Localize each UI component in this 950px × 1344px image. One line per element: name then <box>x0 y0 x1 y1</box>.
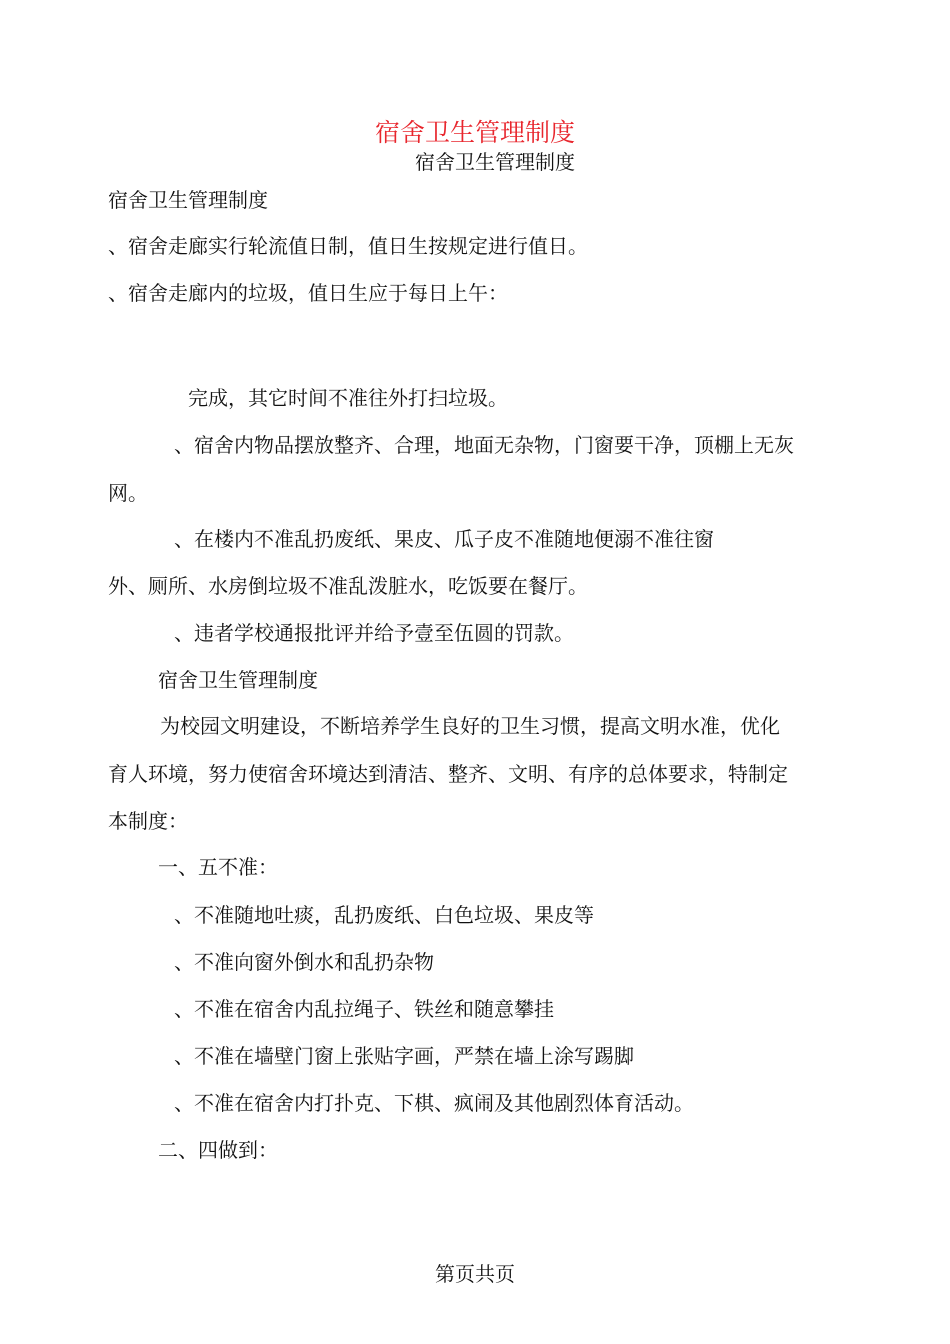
list-item: 、不准在宿舍内乱拉绳子、铁丝和随意攀挂 <box>174 997 554 1021</box>
rule-item: 、宿舍内物品摆放整齐、合理，地面无杂物，门窗要干净，顶棚上无灰 <box>174 433 794 457</box>
rule-item: 、违者学校通报批评并给予壹至伍圆的罚款。 <box>174 621 574 645</box>
section-heading: 二、四做到： <box>158 1138 278 1162</box>
rule-continuation: 外、厕所、水房倒垃圾不准乱泼脏水，吃饭要在餐厅。 <box>108 574 588 598</box>
rule-continuation: 网。 <box>108 481 148 505</box>
intro-paragraph-line: 为校园文明建设，不断培养学生良好的卫生习惯，提高文明水准，优化 <box>160 714 780 738</box>
document-subtitle: 宿舍卫生管理制度 <box>415 150 575 174</box>
document-title: 宿舍卫生管理制度 <box>374 118 575 147</box>
rule-item: 、在楼内不准乱扔废纸、果皮、瓜子皮不准随地便溺不准往窗 <box>174 527 714 551</box>
section-heading: 宿舍卫生管理制度 <box>158 668 318 692</box>
section-heading: 一、五不准： <box>158 855 278 879</box>
list-item: 、不准向窗外倒水和乱扔杂物 <box>174 950 434 974</box>
intro-paragraph-line: 本制度： <box>108 809 188 833</box>
section-heading: 宿舍卫生管理制度 <box>108 188 268 212</box>
intro-paragraph-line: 育人环境，努力使宿舍环境达到清洁、整齐、文明、有序的总体要求，特制定 <box>108 762 788 786</box>
list-item: 、不准在墙壁门窗上张贴字画，严禁在墙上涂写踢脚 <box>174 1044 634 1068</box>
list-item: 、不准在宿舍内打扑克、下棋、疯闹及其他剧烈体育活动。 <box>174 1091 694 1115</box>
rule-item: 、宿舍走廊实行轮流值日制，值日生按规定进行值日。 <box>108 234 588 258</box>
rule-continuation: 完成，其它时间不准往外打扫垃圾。 <box>188 386 508 410</box>
list-item: 、不准随地吐痰，乱扔废纸、白色垃圾、果皮等 <box>174 903 594 927</box>
rule-item: 、宿舍走廊内的垃圾，值日生应于每日上午： <box>108 281 508 305</box>
page-footer: 第页共页 <box>435 1262 515 1286</box>
